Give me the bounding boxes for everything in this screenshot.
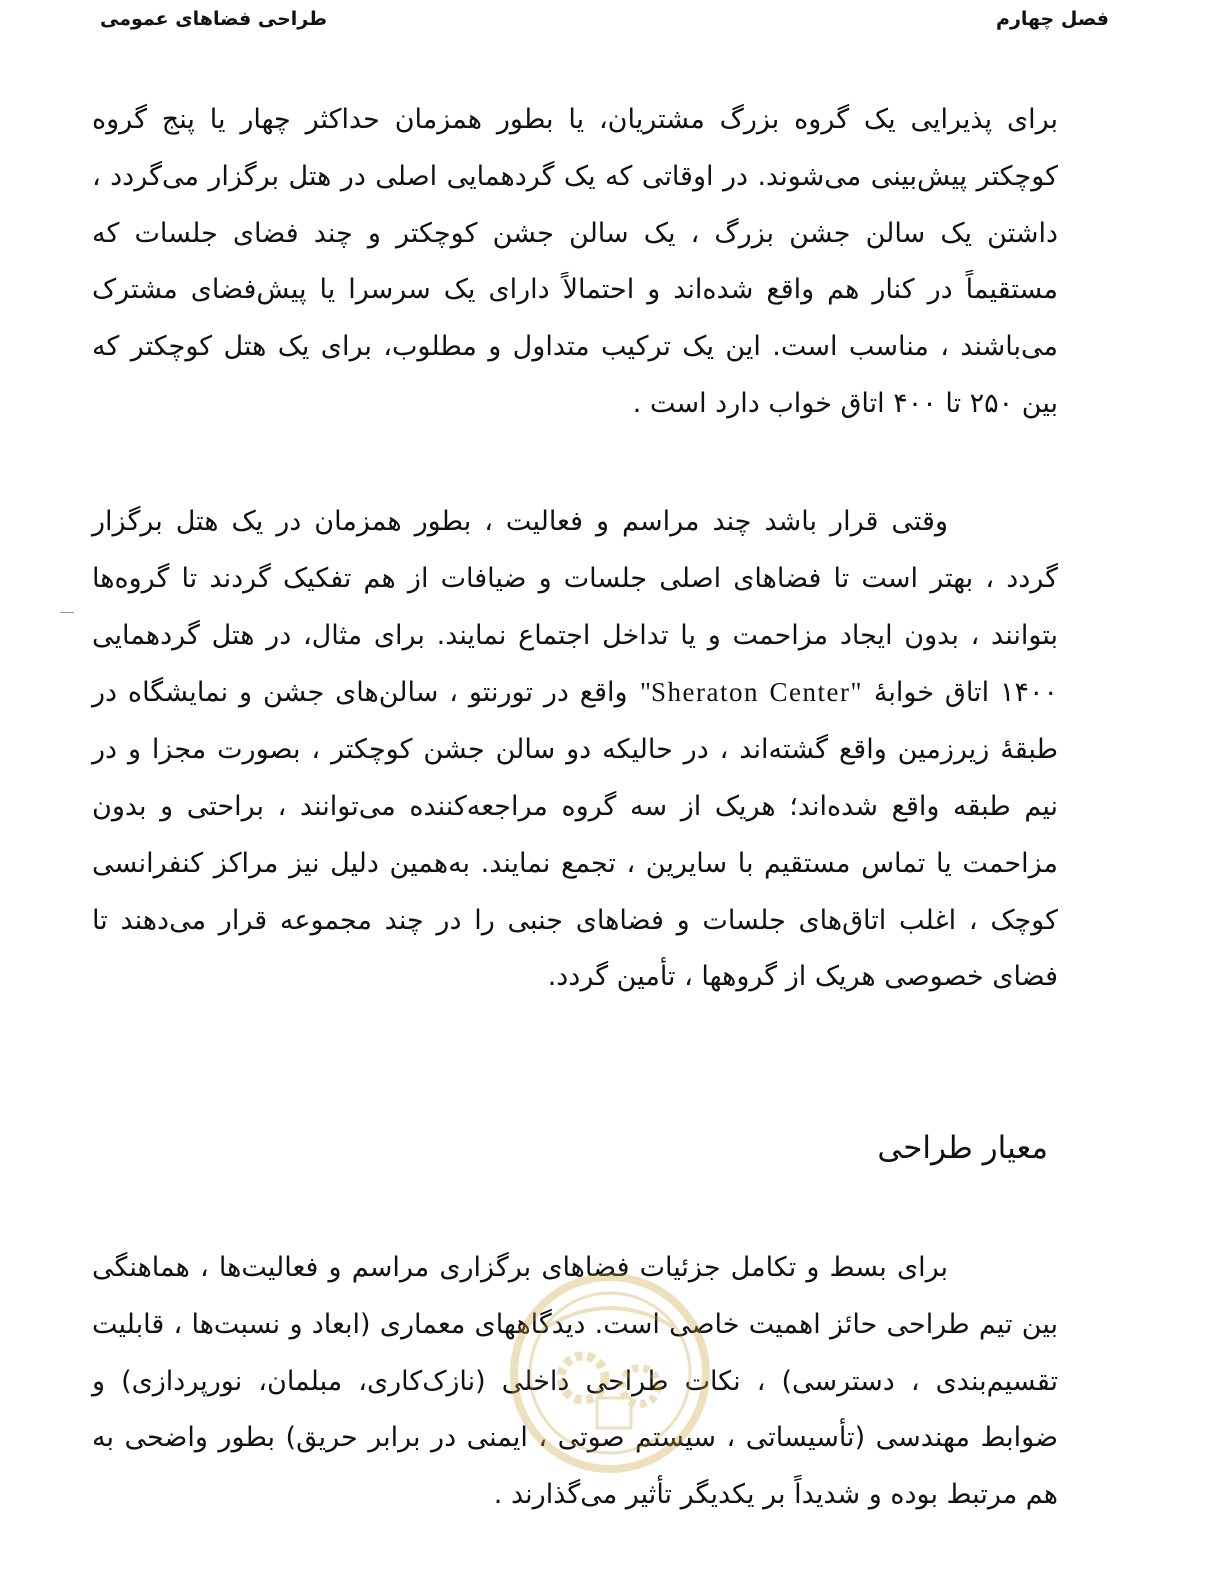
scan-mark — [60, 612, 74, 613]
hotel-name: "Sheraton Center" — [639, 677, 863, 708]
paragraph-1-text: برای پذیرایی یک گروه بزرگ مشتریان، یا بطور همزمان حداکثر چهار یا پنج گروه کوچکتر پیش‌بینی می‌شوند. در اوقاتی که یک گردهمایی اصلی در هتل برگزار می‌گردد ، داشتن یک سالن جشن بزرگ ، یک سالن جشن کوچکتر و چند فضای جلسات که مستقیماً در کنار هم واقع شده‌اند و احتمالاً دارای یک سرسرا یا پیش‌فضای مشترک می‌باشند ، مناسب است. این یک ترکیب متداول و مطلوب، برای یک هتل کوچکتر که بین ۲۵۰ تا ۴۰۰ اتاق خواب دارد است . — [92, 104, 1058, 419]
paragraph-1 — [92, 92, 1058, 433]
chapter-label: فصل چهارم — [996, 8, 1109, 30]
paragraph-2-text — [92, 494, 1058, 1006]
paragraph-2 — [92, 494, 1058, 1006]
paragraph-2-part-2: واقع در تورنتو ، سالن‌های جشن و نمایشگاه در طبقهٔ زیرزمین واقع گشته‌اند ، در حالیکه دو سالن جشن کوچکتر ، بصورت مجزا و در نیم طبقه واقع شده‌اند؛ هریک از سه گروه مراجعه‌کننده می‌توانند ، براحتی و بدون مزاحمت یا تماس مستقیم با سایرین ، تجمع نمایند. به‌همین دلیل نیز مراکز کنفرانسی کوچک ، اغلب اتاق‌های جلسات و فضاهای جنبی را در چند مجموعه قرار می‌دهند تا فضای خصوصی هریک از گروهها ، تأمین گردد. — [92, 677, 1058, 993]
section-heading: معیار طراحی — [877, 1130, 1048, 1166]
paragraph-2-part-1: وقتی قرار باشد چند مراسم و فعالیت ، بطور همزمان در یک هتل برگزار گردد ، بهتر است تا فضاهای اصلی جلسات و ضیافات از هم تفکیک گردند تا گروه‌ها بتوانند ، بدون ایجاد مزاحمت و یا تداخل اجتماع نمایند. برای مثال، در هتل گردهمایی ۱۴۰۰ اتاق خوابهٔ — [92, 506, 1058, 709]
paragraph-3-text: برای بسط و تکامل جزئیات فضاهای برگزاری مراسم و فعالیت‌ها ، هماهنگی بین تیم طراحی حائز اهمیت خاصی است. دیدگاههای معماری (ابعاد و نسبت‌ها ، قابلیت تقسیم‌بندی ، دسترسی) ، نکات طراحی داخلی (نازک‌کاری، مبلمان، نورپردازی) و ضوابط مهندسی (تأسیساتی ، سیستم صوتی ، ایمنی در برابر حریق) بطور واضحی به هم مرتبط بوده و شدیداً بر یکدیگر تأثیر می‌گذارند . — [92, 1252, 1058, 1511]
running-header — [100, 4, 1109, 34]
paragraph-3 — [92, 1240, 1058, 1524]
book-title: طراحی فضاهای عمومی — [100, 8, 328, 30]
